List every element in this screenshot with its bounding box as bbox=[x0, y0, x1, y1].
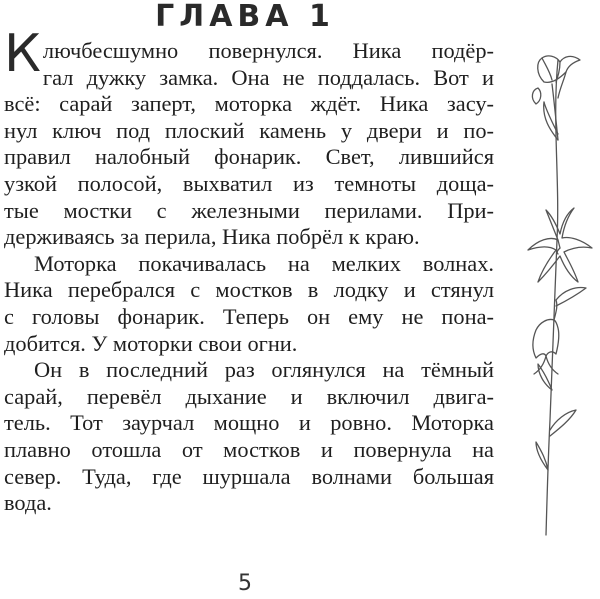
page-number: 5 bbox=[238, 571, 252, 596]
text-line-3: всё: сарай заперт, моторка ждёт. Ника засу- bbox=[4, 91, 494, 117]
body-text bbox=[4, 24, 494, 517]
lower-bell bbox=[533, 319, 559, 358]
text-line-14: сарай, перевёл дыхание и включил двига- bbox=[4, 383, 494, 409]
text-line-15: тель. Тот заурчал мощно и ровно. Моторка bbox=[4, 410, 494, 436]
text-line-10: Ника перебрался с мостков в лодку и стянул bbox=[4, 277, 494, 303]
text-line-5: правил налобный фонарик. Свет, лившийся bbox=[4, 144, 494, 170]
text-line-8: держиваясь за перила, Ника побрёл к краю. bbox=[4, 224, 420, 250]
text-line-13: Он в последний раз оглянулся на тёмный bbox=[34, 357, 494, 383]
text-line-2: гал дужку замка. Она не поддалась. Вот и bbox=[42, 64, 494, 90]
text-line-17: север. Туда, где шуршала волнами большая bbox=[4, 463, 494, 489]
text-line-11: с головы фонарик. Теперь он ему не пона- bbox=[4, 303, 494, 329]
text-line-6: узкой полосой, выхватил из темноты доща- bbox=[4, 170, 494, 196]
bellflower-illustration bbox=[500, 40, 600, 540]
drop-cap: К bbox=[4, 24, 41, 84]
text-line-12: добится. У моторки свои огни. bbox=[4, 330, 298, 356]
chapter-title: ГЛАВА 1 bbox=[155, 0, 335, 34]
text-line-9: Моторка покачивалась на мелких волнах. bbox=[34, 250, 494, 276]
middle-flower bbox=[528, 208, 592, 282]
text-line-1-content: лючбесшумно повернулся. Ника подёр- bbox=[42, 38, 494, 63]
text-line-16: плавно отошла от мостков и повернула на bbox=[4, 436, 494, 462]
text-line-18: вода. bbox=[4, 490, 52, 516]
text-line-4: нул ключ под плоский камень у двери и по- bbox=[4, 117, 494, 143]
text-line-7: тые мостки с железными перилами. При- bbox=[4, 197, 494, 223]
